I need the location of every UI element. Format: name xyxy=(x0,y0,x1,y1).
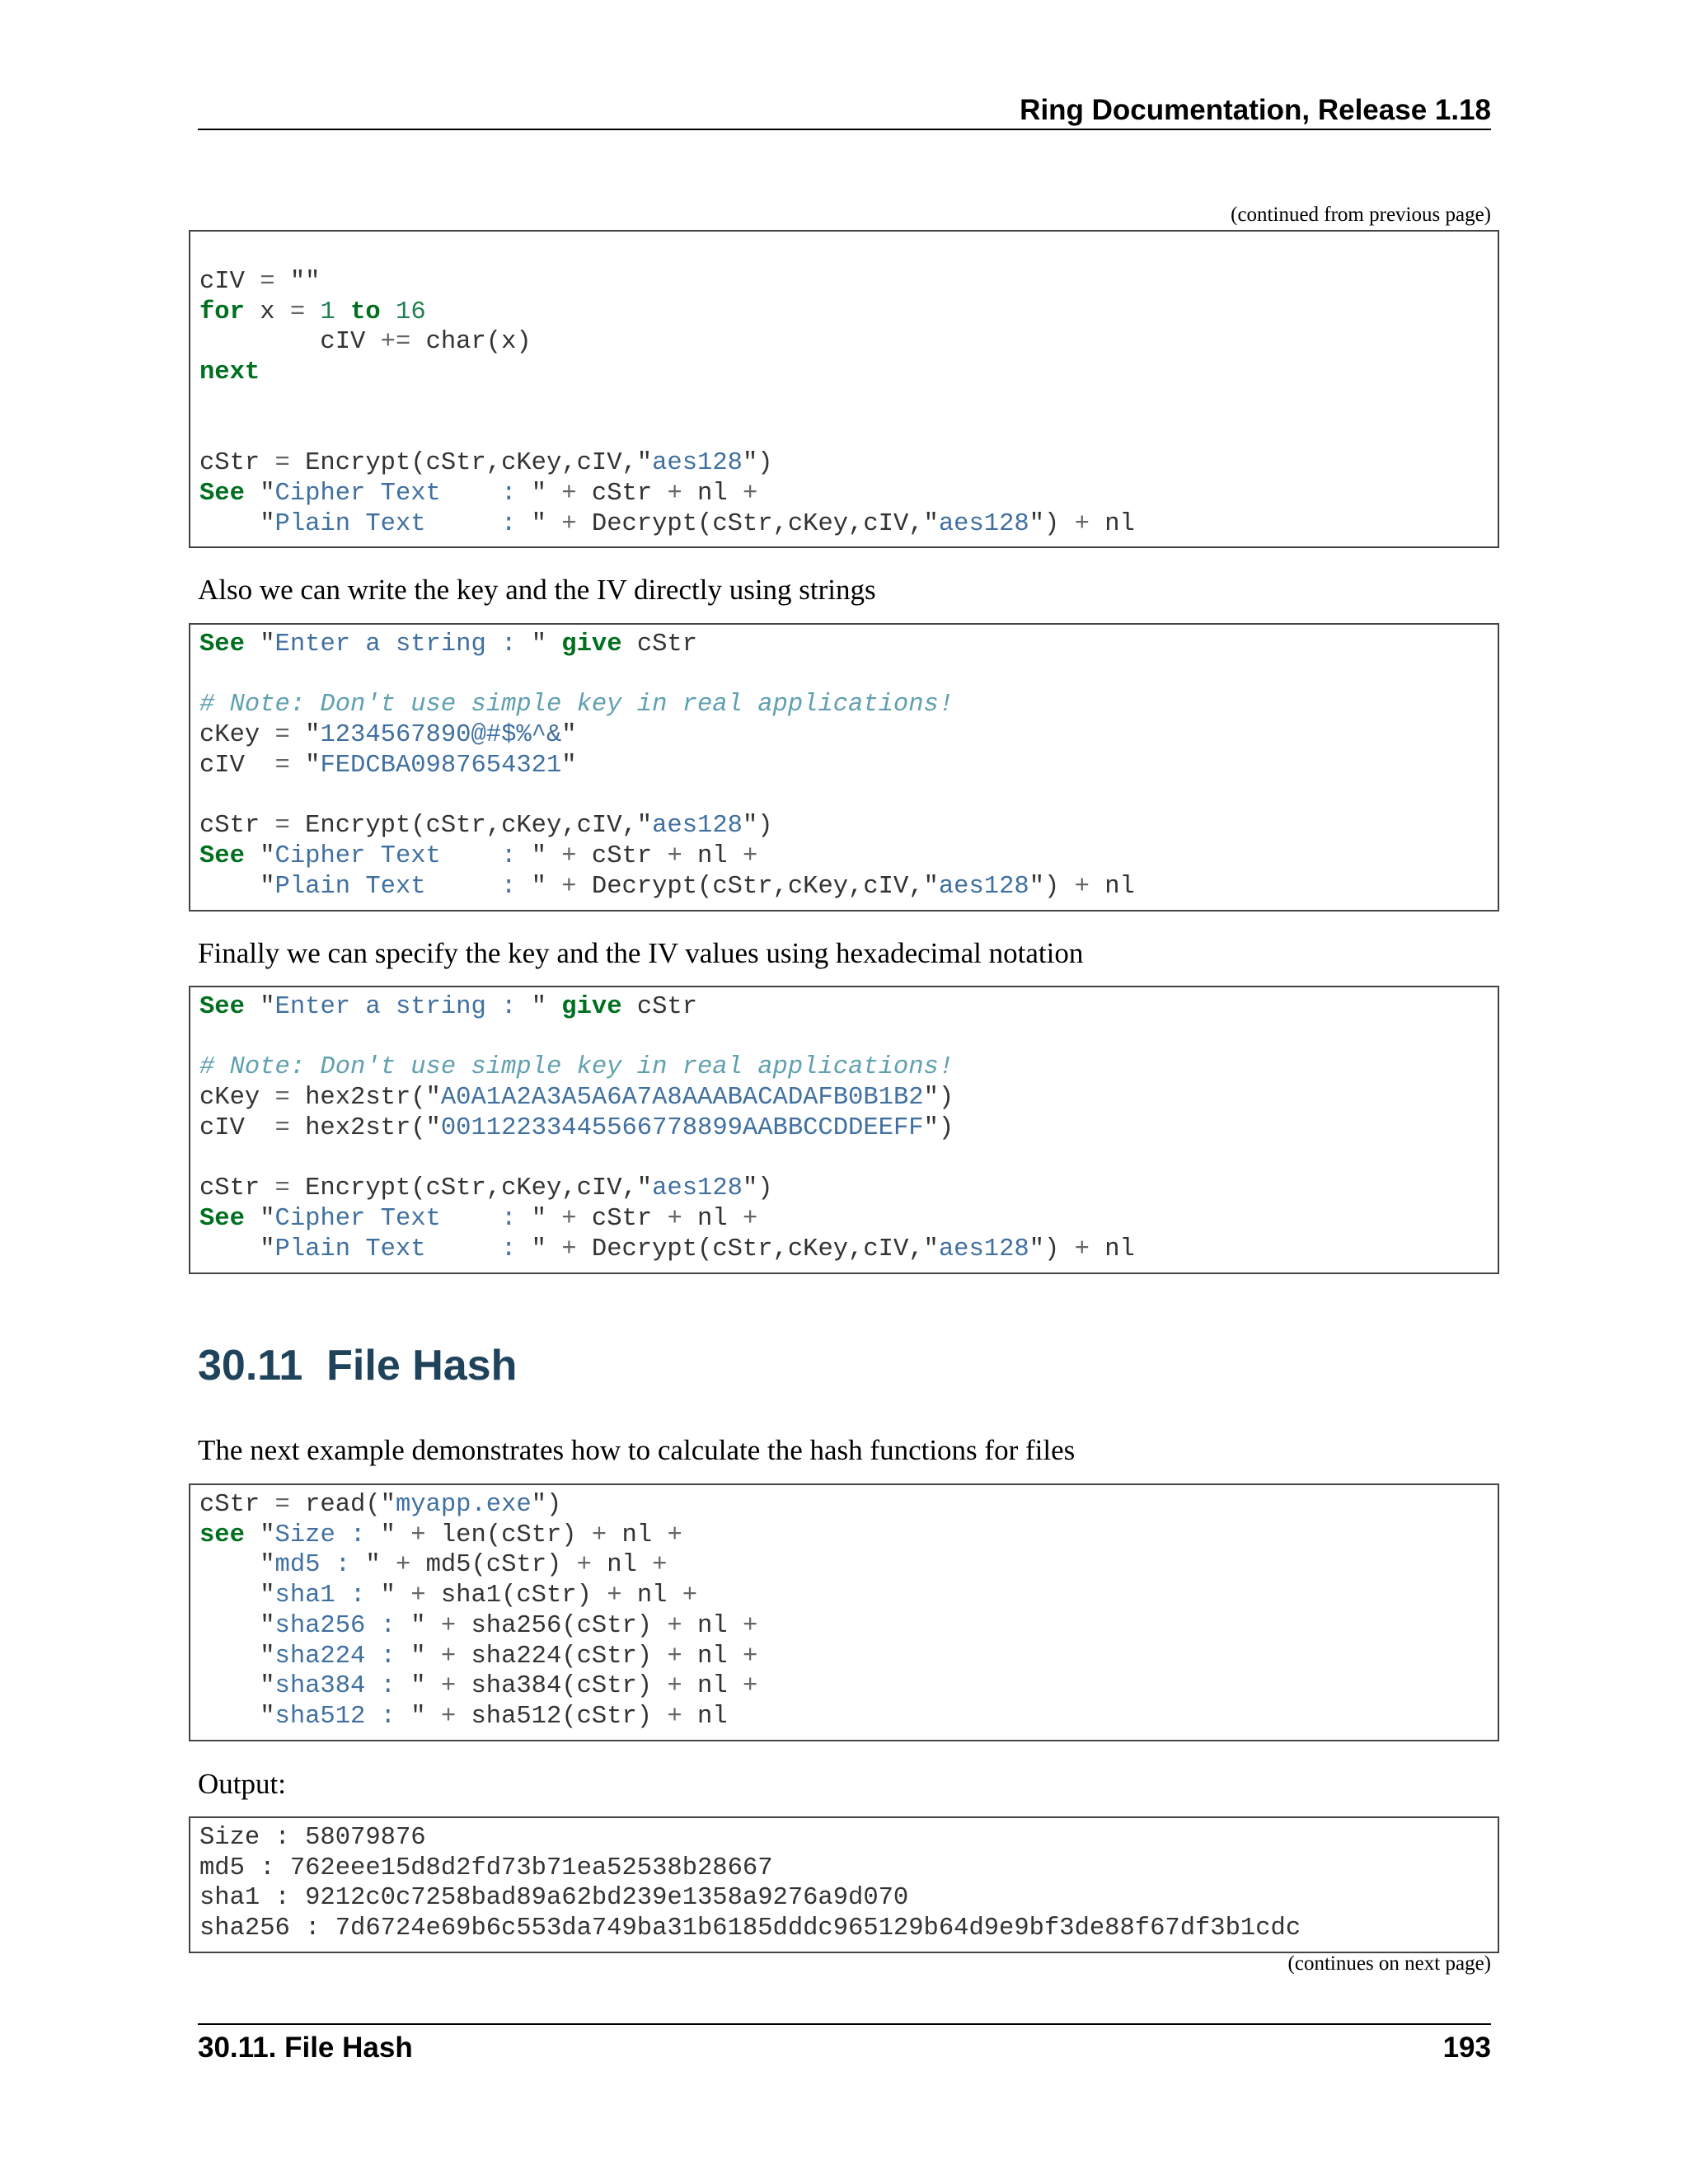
code-line: See "Cipher Text : " + cStr + nl + xyxy=(199,479,758,508)
code-block-3 xyxy=(189,986,1499,1274)
output-line: md5 : 762eee15d8d2fd73b71ea52538b28667 xyxy=(199,1854,773,1882)
header-rule xyxy=(198,129,1491,130)
running-header: Ring Documentation, Release 1.18 xyxy=(1020,94,1491,126)
code-line: See "Enter a string : " give cStr xyxy=(199,993,698,1021)
code-line: "sha512 : " + sha512(cStr) + nl xyxy=(199,1702,728,1731)
output-line: Size : 58079876 xyxy=(199,1824,426,1852)
code-line: "Plain Text : " + Decrypt(cStr,cKey,cIV,"aes128") + nl xyxy=(199,1235,1135,1263)
output-line: sha256 : 7d6724e69b6c553da749ba31b6185dddc965129b64d9e9bf3de88f67df3b1cdc xyxy=(199,1915,1301,1943)
code-line: "sha224 : " + sha224(cStr) + nl + xyxy=(199,1642,758,1671)
code-line: cStr = Encrypt(cStr,cKey,cIV,"aes128") xyxy=(199,1174,773,1203)
continues-on-note: (continues on next page) xyxy=(1287,1952,1491,1975)
code-line: "sha384 : " + sha384(cStr) + nl + xyxy=(199,1672,758,1701)
code-line: "sha256 : " + sha256(cStr) + nl + xyxy=(199,1611,758,1640)
code-line: cIV += char(x) xyxy=(199,328,532,357)
footer-rule xyxy=(198,2023,1491,2025)
code-line: next xyxy=(199,359,260,387)
code-line: See "Cipher Text : " + cStr + nl + xyxy=(199,1204,758,1233)
code-line: See "Cipher Text : " + cStr + nl + xyxy=(199,841,758,870)
code-line: cKey = hex2str("A0A1A2A3A5A6A7A8AAABACADAFB0B1B2") xyxy=(199,1084,954,1113)
paragraph: Finally we can specify the key and the IV values using hexadecimal notation xyxy=(198,937,1084,969)
code-line: "Plain Text : " + Decrypt(cStr,cKey,cIV,"aes128") + nl xyxy=(199,509,1135,538)
code-line: see "Size : " + len(cStr) + nl + xyxy=(199,1521,682,1549)
code-line: cIV = hex2str("00112233445566778899AABBCCDDEEFF") xyxy=(199,1113,954,1142)
section-heading: 30.11 File Hash xyxy=(198,1342,518,1390)
code-line: cIV = "" xyxy=(199,268,321,296)
output-label: Output: xyxy=(198,1768,286,1800)
code-line: # Note: Don't use simple key in real applications! xyxy=(199,1053,954,1082)
code-line: "sha1 : " + sha1(cStr) + nl + xyxy=(199,1582,698,1610)
code-block-1 xyxy=(189,230,1499,548)
paragraph: The next example demonstrates how to calculate the hash functions for files xyxy=(198,1434,1076,1466)
code-line: cStr = Encrypt(cStr,cKey,cIV,"aes128") xyxy=(199,812,773,841)
code-line: See "Enter a string : " give cStr xyxy=(199,630,698,658)
code-line: for x = 1 to 16 xyxy=(199,298,426,326)
code-block-2 xyxy=(189,623,1499,912)
code-line: cKey = "1234567890@#$%^&" xyxy=(199,721,577,750)
code-line: cStr = read("myapp.exe") xyxy=(199,1491,562,1519)
footer-section-label: 30.11. File Hash xyxy=(198,2032,413,2064)
code-line: "md5 : " + md5(cStr) + nl + xyxy=(199,1551,668,1580)
code-block-4 xyxy=(189,1483,1499,1741)
paragraph: Also we can write the key and the IV directly using strings xyxy=(198,574,876,606)
code-line: "Plain Text : " + Decrypt(cStr,cKey,cIV,"aes128") + nl xyxy=(199,872,1135,901)
output-block xyxy=(189,1816,1499,1953)
code-line: cIV = "FEDCBA0987654321" xyxy=(199,751,577,780)
page-number: 193 xyxy=(1442,2032,1491,2064)
output-line: sha1 : 9212c0c7258bad89a62bd239e1358a9276a9d070 xyxy=(199,1884,909,1913)
code-line: cStr = Encrypt(cStr,cKey,cIV,"aes128") xyxy=(199,449,773,478)
continued-from-note: (continued from previous page) xyxy=(1231,204,1491,226)
code-line: # Note: Don't use simple key in real applications! xyxy=(199,691,954,719)
